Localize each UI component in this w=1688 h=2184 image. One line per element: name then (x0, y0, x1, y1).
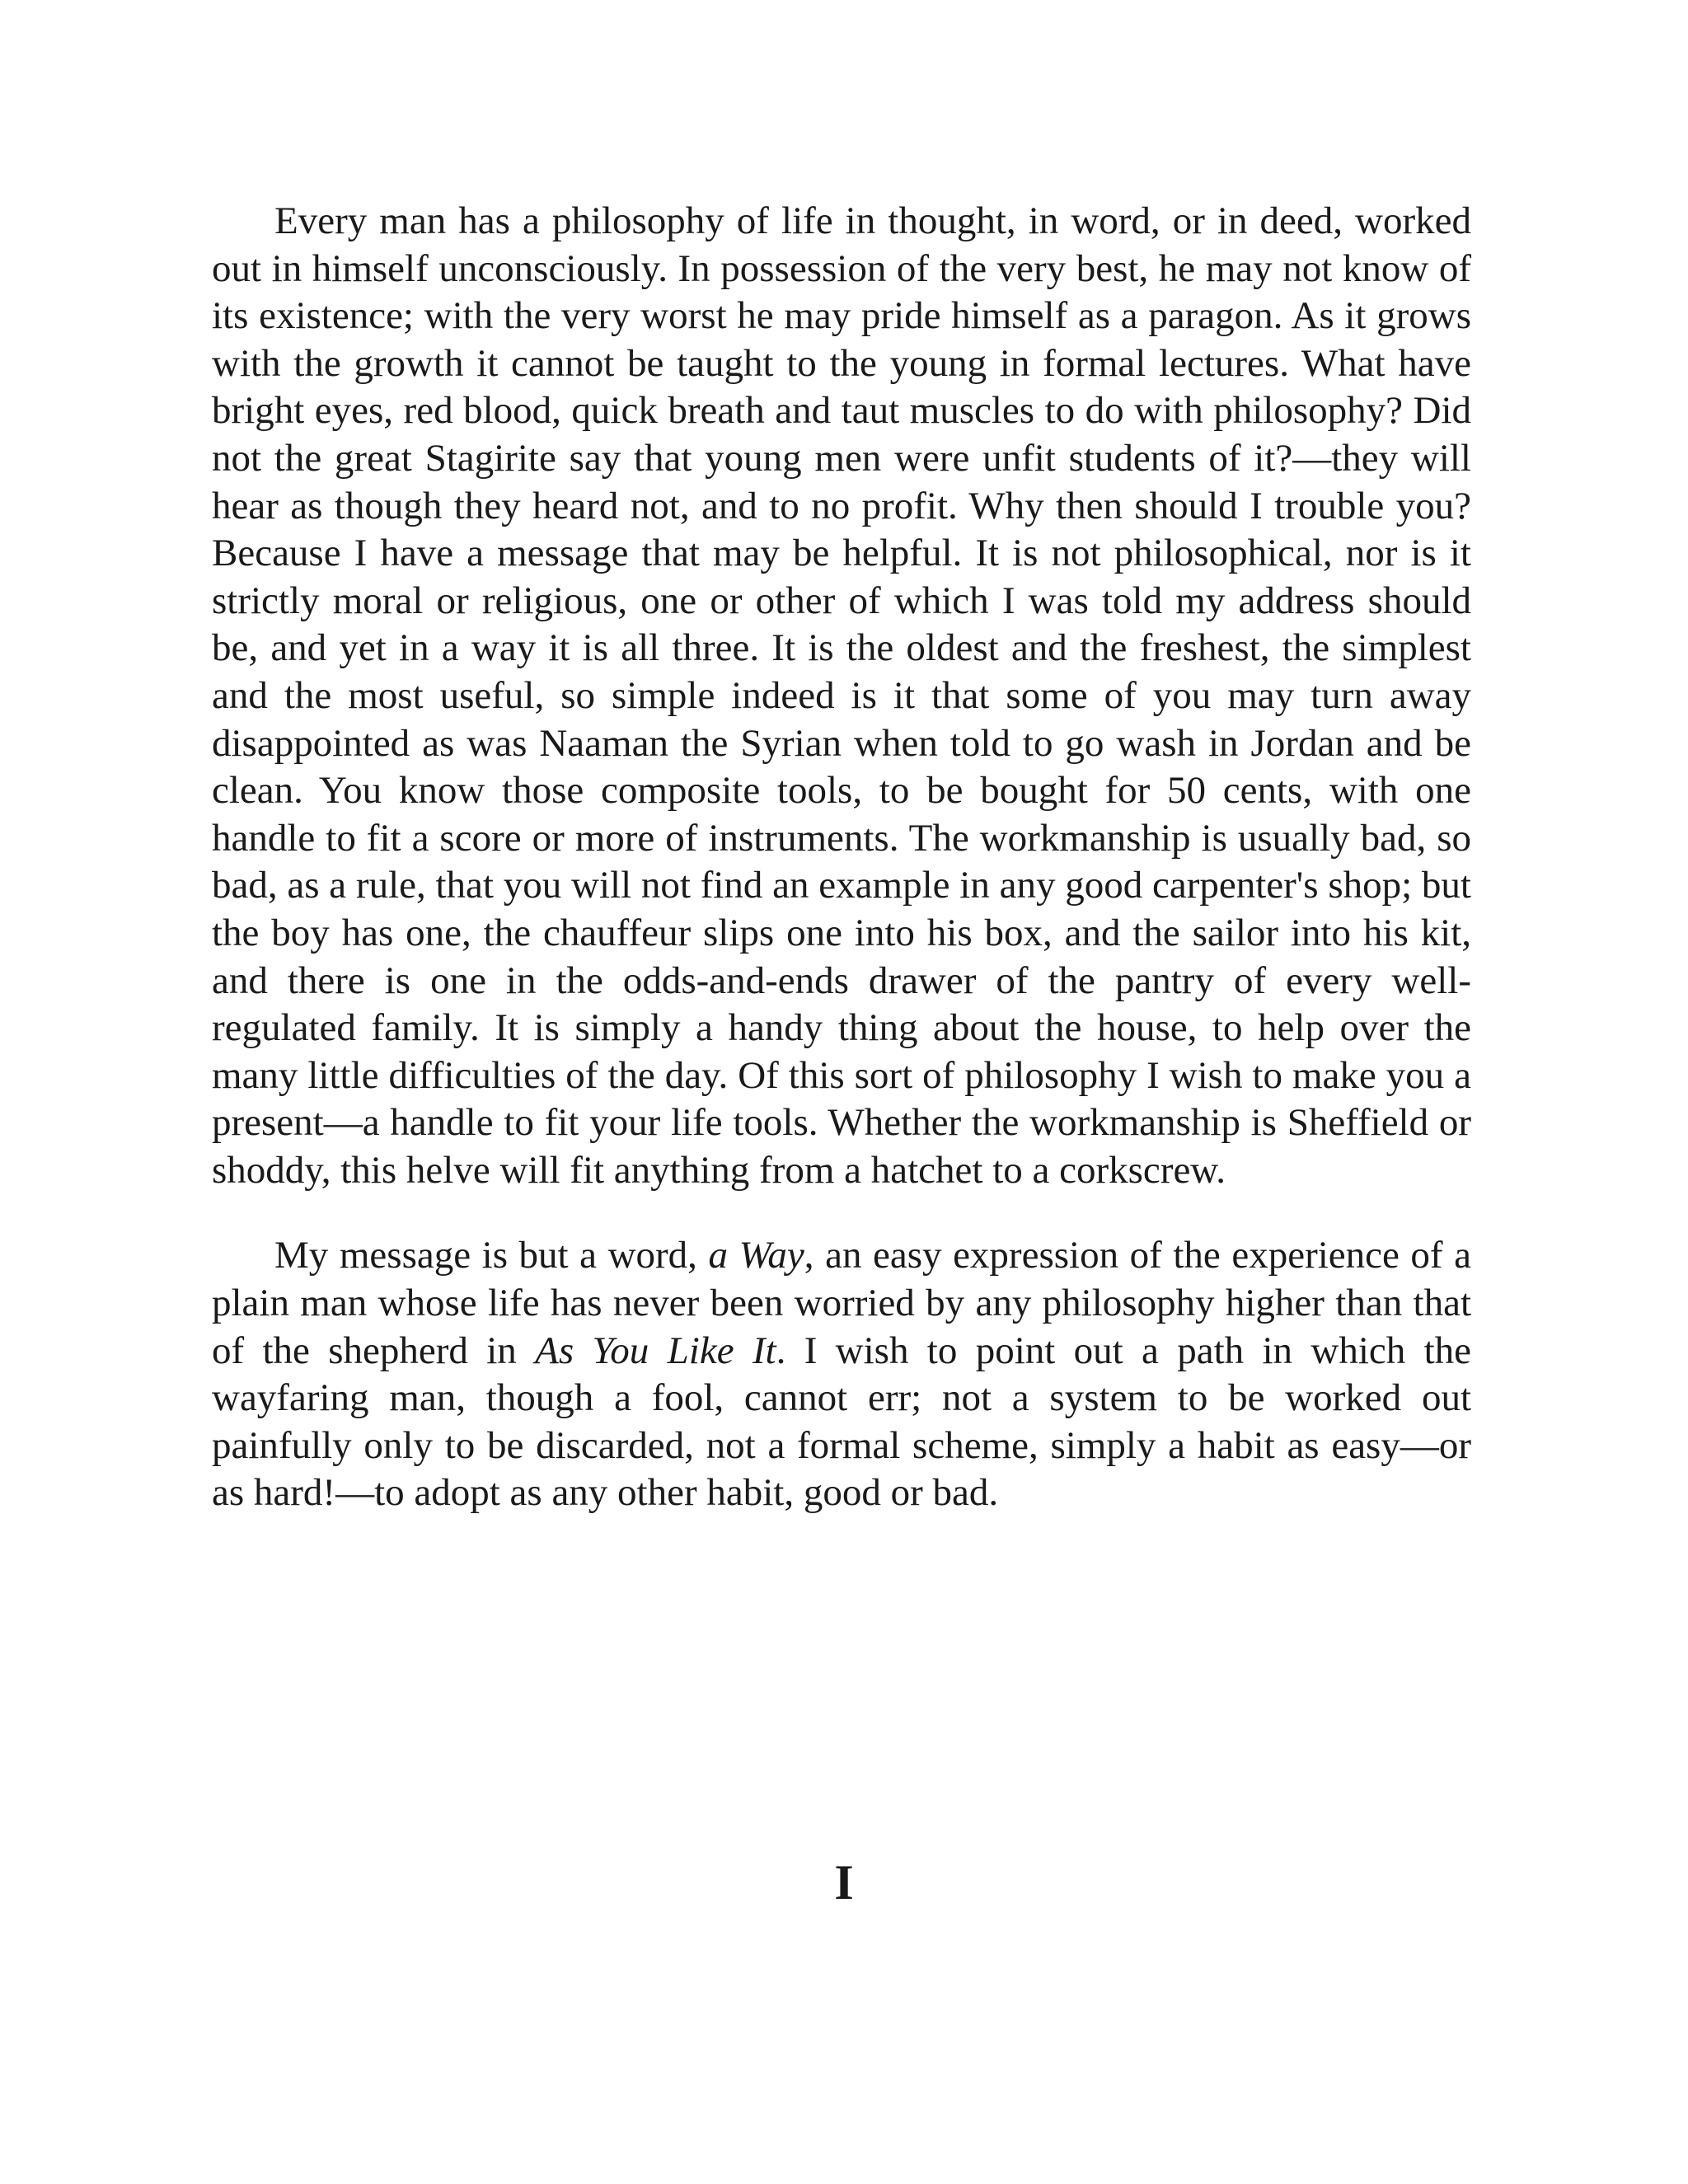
paragraph-2-text-2: , an easy expression of the experience of a plain man whose life has never been worried by any philosophy higher than that of the shepherd in (212, 1234, 1471, 1372)
paragraph-1: Every man has a philosophy of life in thought, in word, or in deed, worked out in himself unconsciously. In possession of the very best, he may not know of its existence; with the very worst he may pride himself as a paragon. As it grows with the growth it cannot be taught to the young in formal lectures. What have bright eyes, red blood, quick breath and taut muscles to do with philosophy? Did not the great Stagirite say that young men were unfit students of it?—they will hear as though they heard not, and to no profit. Why then should I trouble you? Because I have a message that may be helpful. It is not philosophical, nor is it strictly moral or religious, one or other of which I was told my address should be, and yet in a way it is all three. It is the oldest and the freshest, the simplest and the most useful, so simple indeed is it that some of you may turn away disappointed as was Naaman the Syrian when told to go wash in Jordan and be clean. You know those composite tools, to be bought for 50 cents, with one handle to fit a score or more of instruments. The workmanship is usually bad, so bad, as a rule, that you will not find an example in any good carpenter's shop; but the boy has one, the chauffeur slips one into his box, and the sailor into his kit, and there is one in the odds-and-ends drawer of the pantry of every well-regulated family. It is simply a handy thing about the house, to help over the many little difficulties of the day. Of this sort of philosophy I wish to make you a present—a handle to fit your life tools. Whether the workmanship is Sheffield or shoddy, this helve will fit anything from a hatchet to a corkscrew. (212, 199, 1471, 1192)
page-body (212, 198, 1471, 1517)
paragraph-2 (212, 1232, 1471, 1517)
paragraph-2-text-3: . I wish to point out a path in which the wayfaring man, though a fool, cannot err; not a system to be worked out painfully only to be discarded, not a formal scheme, simply a habit as easy—or as hard!—to adopt as any other habit, good or bad. (212, 1329, 1472, 1515)
paragraph-2-italic-play-title: As You Like It (535, 1329, 776, 1372)
chapter-heading: I (834, 1855, 854, 1910)
paragraph-2-text-1: My message is but a word, (274, 1234, 709, 1277)
paragraph-2-italic-a-way: a Way (708, 1234, 804, 1277)
